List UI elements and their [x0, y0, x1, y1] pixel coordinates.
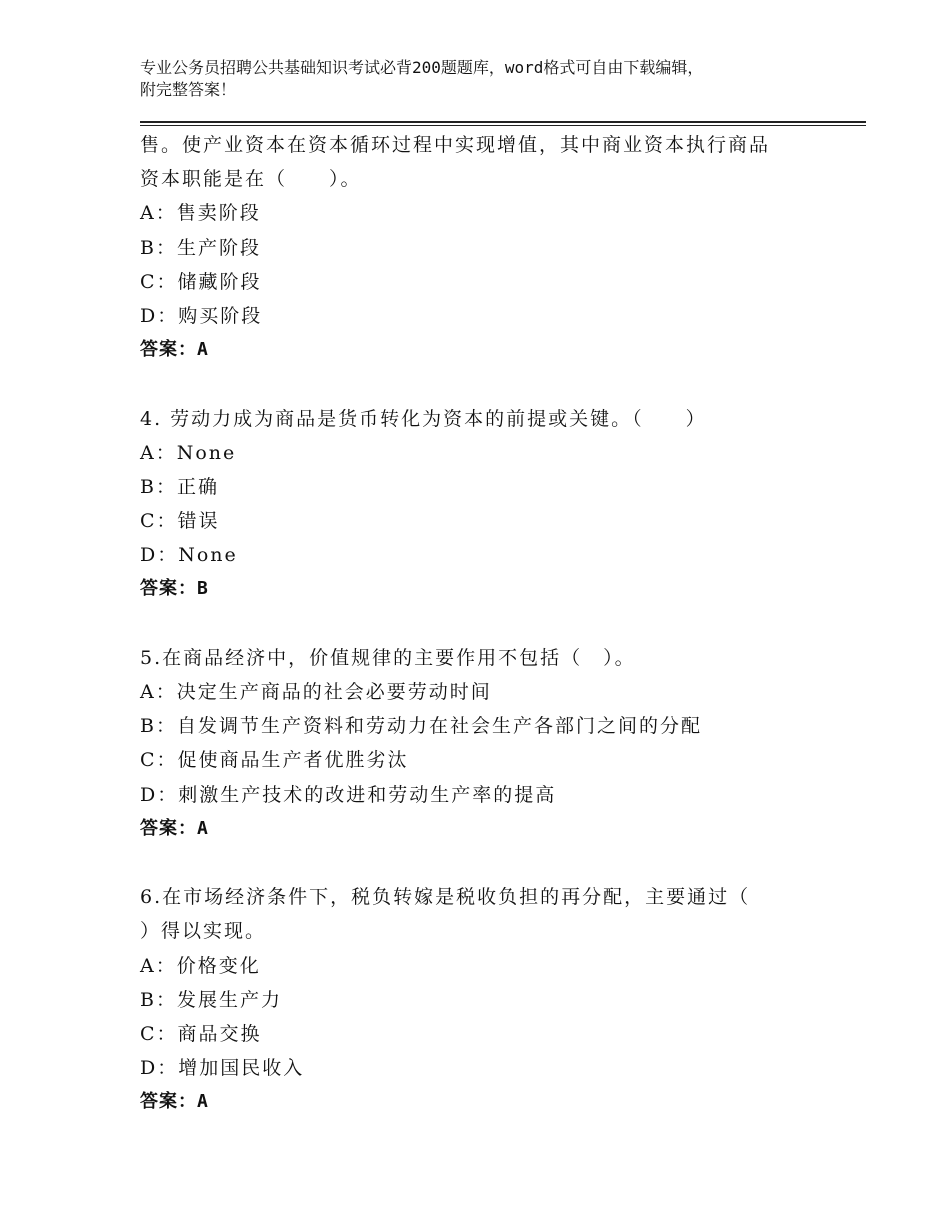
question-stem: ）得以实现。 — [140, 920, 267, 943]
option-c: C：促使商品生产者优胜劣汰 — [140, 749, 409, 772]
option-d: D：增加国民收入 — [140, 1057, 305, 1080]
header-rule-thick — [140, 121, 866, 123]
answer-label: 答案：A — [140, 1091, 209, 1113]
option-d: D：购买阶段 — [140, 304, 263, 327]
option-a: A：售卖阶段 — [140, 202, 261, 225]
question-stem: 6.在市场经济条件下，税负转嫁是税收负担的再分配，主要通过（ — [140, 886, 751, 909]
header-rule-thin — [140, 125, 866, 126]
option-a: A：价格变化 — [140, 954, 261, 977]
spacer — [140, 367, 840, 401]
document-header — [140, 57, 820, 101]
option-a: A：None — [140, 441, 237, 464]
option-d: D：刺激生产技术的改进和劳动生产率的提高 — [140, 783, 557, 806]
option-b: B：正确 — [140, 475, 219, 498]
option-c: C：错误 — [140, 510, 220, 533]
question-list — [140, 128, 840, 1119]
option-c: C：储藏阶段 — [140, 270, 262, 293]
option-a: A：决定生产商品的社会必要劳动时间 — [140, 681, 492, 703]
header-line-2: 附完整答案！ — [140, 80, 237, 99]
question-block — [140, 880, 840, 1119]
option-b: B：自发调节生产资料和劳动力在社会生产各部门之间的分配 — [140, 715, 702, 738]
question-block — [140, 128, 840, 367]
question-stem: 5.在商品经济中，价值规律的主要作用不包括（ ）。 — [140, 646, 636, 669]
answer-label: 答案：B — [140, 578, 209, 600]
question-block — [140, 641, 840, 846]
question-stem: 资本职能是在（ ）。 — [140, 168, 362, 191]
option-c: C：商品交换 — [140, 1022, 262, 1045]
spacer — [140, 607, 840, 641]
option-d: D：None — [140, 544, 238, 567]
question-stem: 售。使产业资本在资本循环过程中实现增值，其中商业资本执行商品 — [140, 134, 771, 156]
answer-label: 答案：A — [140, 339, 209, 361]
option-b: B：发展生产力 — [140, 988, 282, 1011]
answer-label: 答案：A — [140, 817, 209, 839]
question-stem: 4. 劳动力成为商品是货币转化为资本的前提或关键。（ ） — [140, 407, 707, 430]
spacer — [140, 846, 840, 880]
header-line-1: 专业公务员招聘公共基础知识考试必背200题题库，word格式可自由下载编辑， — [140, 58, 704, 77]
question-block — [140, 402, 840, 607]
option-b: B：生产阶段 — [140, 236, 261, 259]
